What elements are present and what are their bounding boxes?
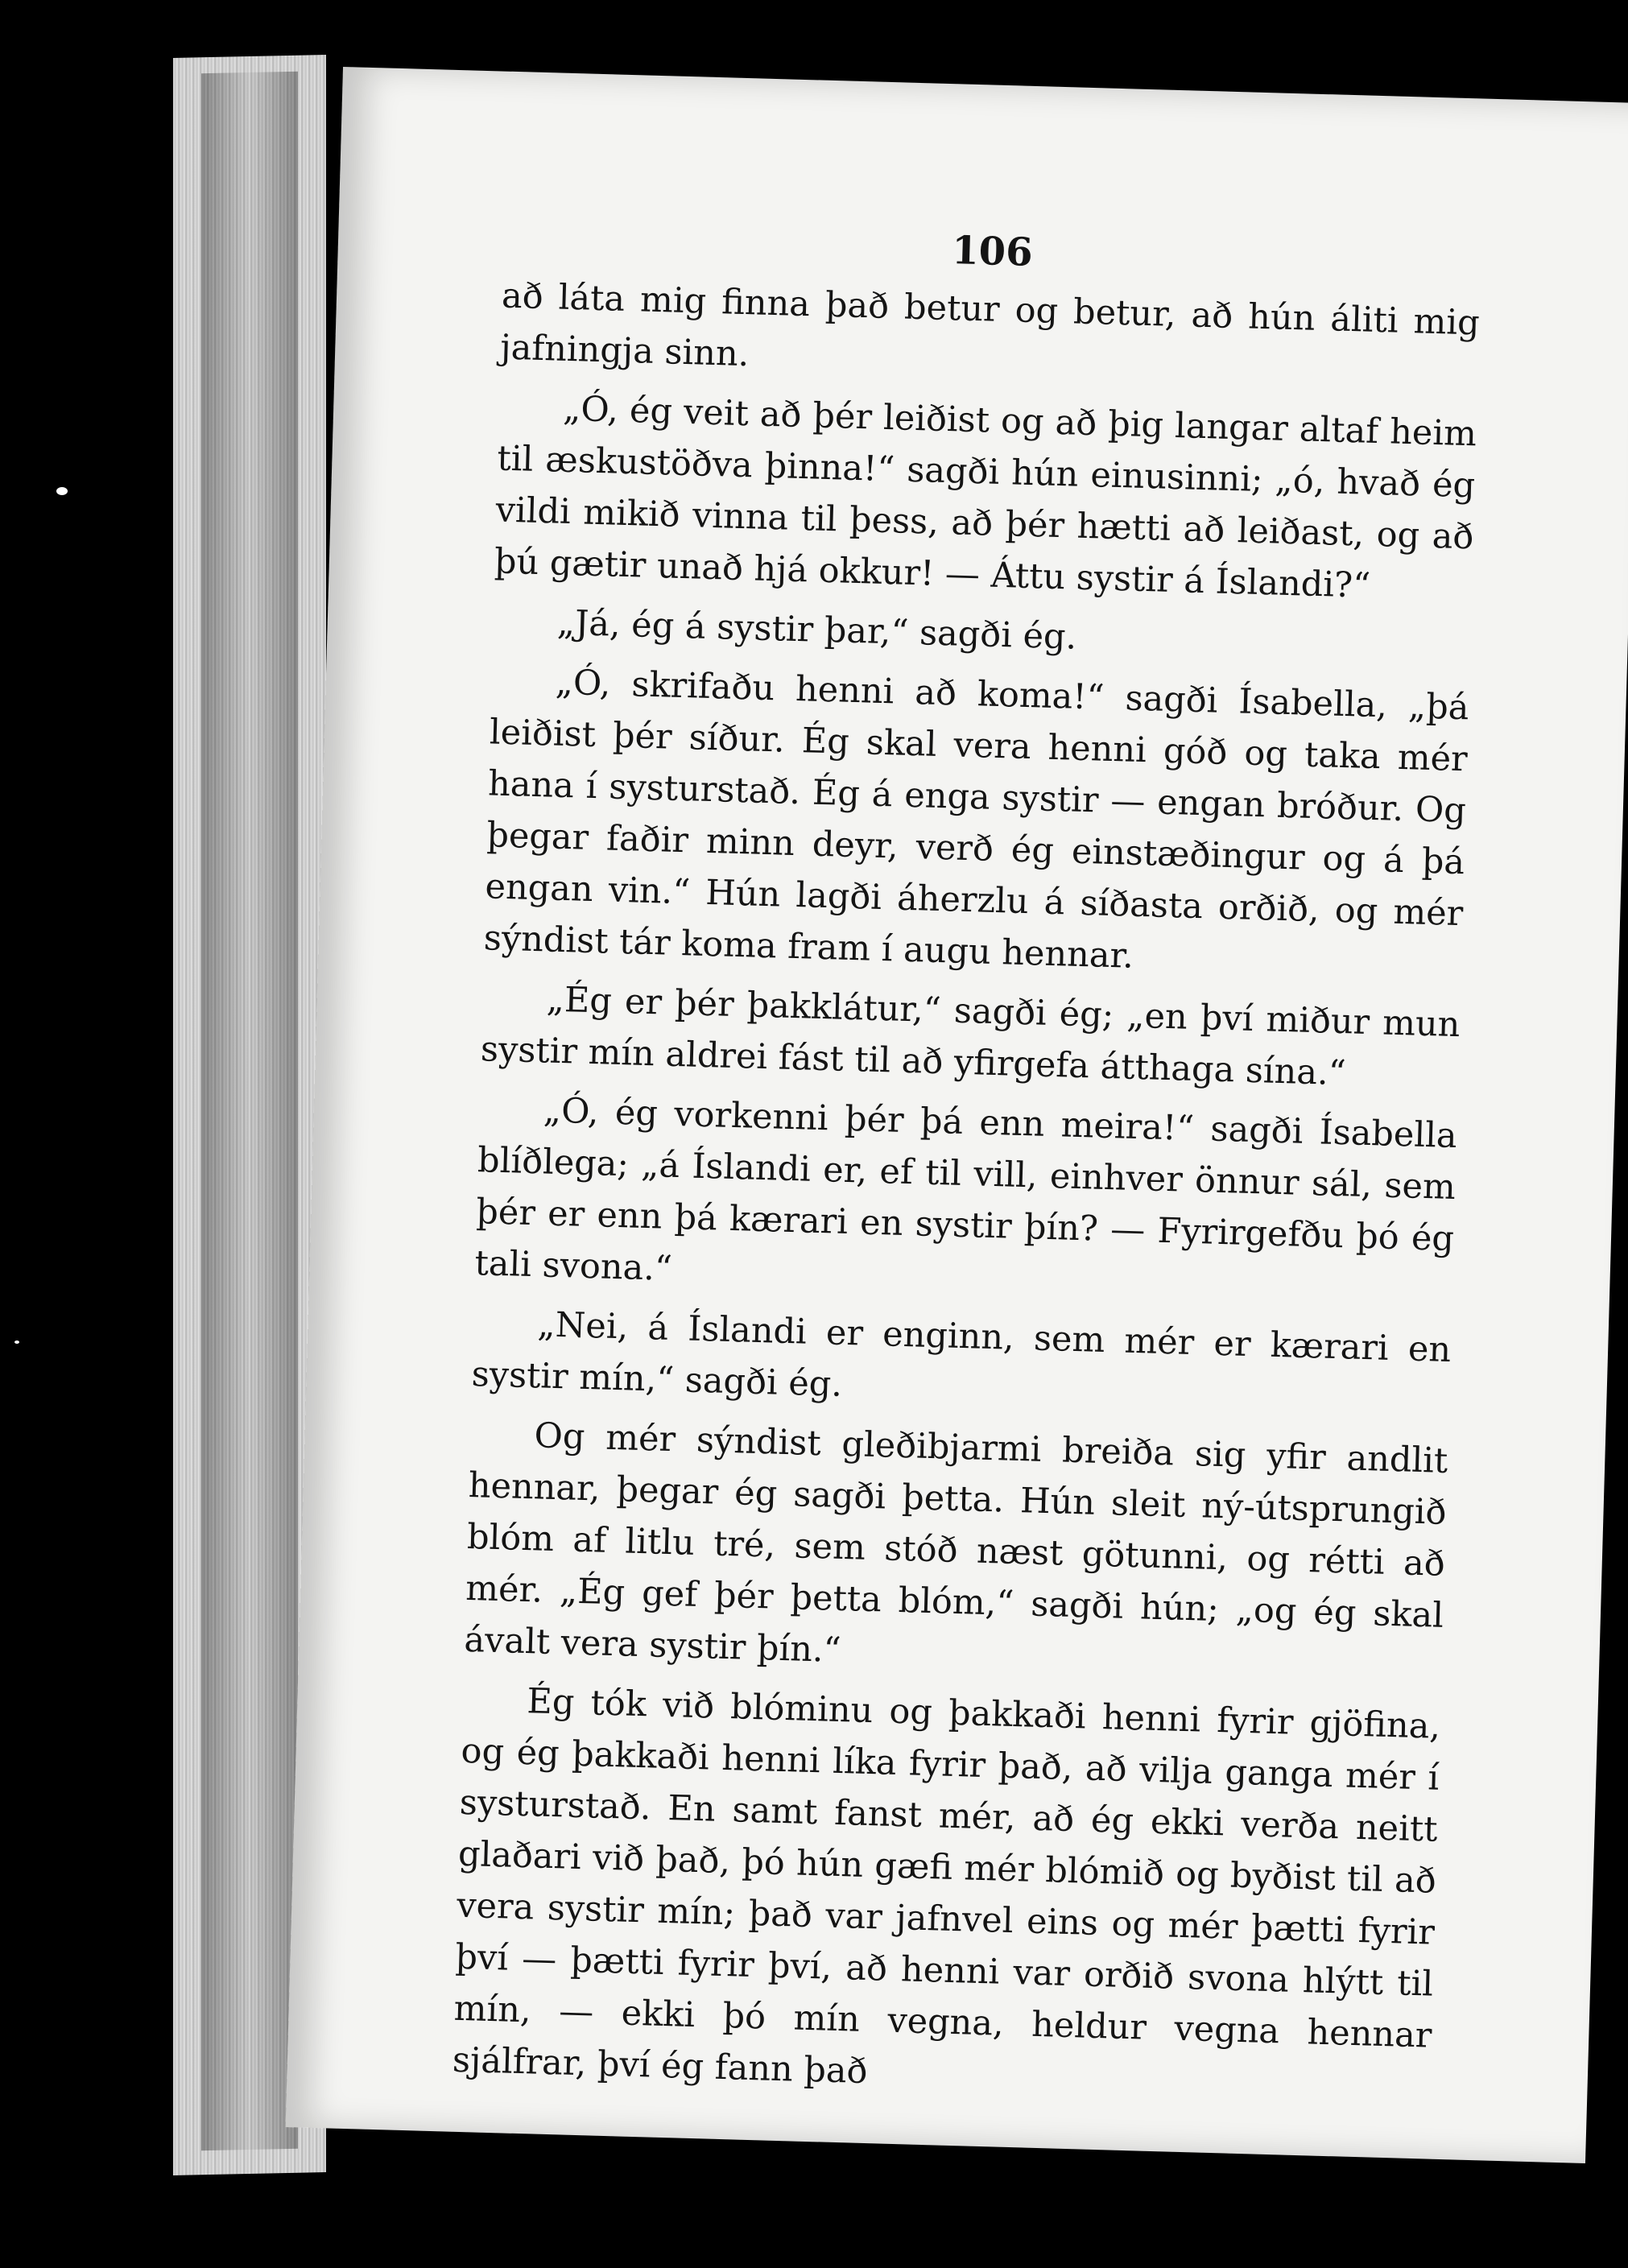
paragraph: „Ég er þér þakklátur,“ sagði ég; „en því miður mun systir mín aldrei fást til að yfirgefa átthaga sína.“ xyxy=(480,979,1461,1094)
page-text-block xyxy=(452,213,1482,2121)
paragraph: Ég tók við blóminu og þakkaði henni fyrir gjöfina, og ég þakkaði henni líka fyrir það, að vilja ganga mér í systurstað. En samt fanst mér, að ég ekki verða neitt glaðari við það, þó hún gæfi mér blómið og byðist til að vera systir mín; það var jafnvel eins og mér þætti fyrir því — þætti fyrir því, að henni var orðið svona hlýtt til mín, — ekki þó mín vegna, heldur vegna hennar sjálfrar, því ég fann það xyxy=(452,1681,1441,2092)
paragraph: Og mér sýndist gleðibjarmi breiða sig yfir andlit hennar, þegar ég sagði þetta. Hún sleit ný-útsprungið blóm af litlu tré, sem stóð næst götunni, og rétti að mér. „Ég gef þér þetta blóm,“ sagði hún; „og ég skal ávalt vera systir þín.“ xyxy=(463,1415,1448,1671)
paragraph: „Ó, ég veit að þér leiðist og að þig langar altaf heim til æskustöðva þinna!“ sagði hún einusinni; „ó, hvað ég vildi mikið vinna til þess, að þér hætti að leiðast, og að þú gætir unað hjá okkur! — Áttu systir á Íslandi?“ xyxy=(494,388,1477,606)
book-page xyxy=(286,67,1628,2163)
page-stack-shadow xyxy=(201,72,298,2151)
paragraph: „Já, ég á systir þar,“ sagði ég. xyxy=(556,602,1077,658)
paragraph: að láta mig finna það betur og betur, að hún áliti mig jafningja sinn. xyxy=(499,275,1481,375)
page-number: 106 xyxy=(951,228,1034,275)
paragraph: „Nei, á Íslandi er enginn, sem mér er kærari en systir mín,“ sagði ég. xyxy=(471,1304,1452,1405)
paragraph: „Ó, skrifaðu henni að koma!“ sagði Ísabella, „þá leiðist þér síður. Ég skal vera henni góð og taka mér hana í systurstað. Ég á enga systir — engan bróður. Og þegar faðir minn deyr, verð ég einstæðingur og á þá engan vin.“ Hún lagði áherzlu á síðasta orðið, og mér sýndist tár koma fram í augu hennar. xyxy=(483,662,1470,977)
scan-speck xyxy=(14,1341,19,1344)
scan-speck xyxy=(56,487,68,495)
paragraph: „Ó, ég vorkenni þér þá enn meira!“ sagði Ísabella blíðlega; „á Íslandi er, ef til vill, einhver önnur sál, sem þér er enn þá kærari en systir þín? — Fyrirgefðu þó ég tali svona.“ xyxy=(473,1090,1458,1289)
